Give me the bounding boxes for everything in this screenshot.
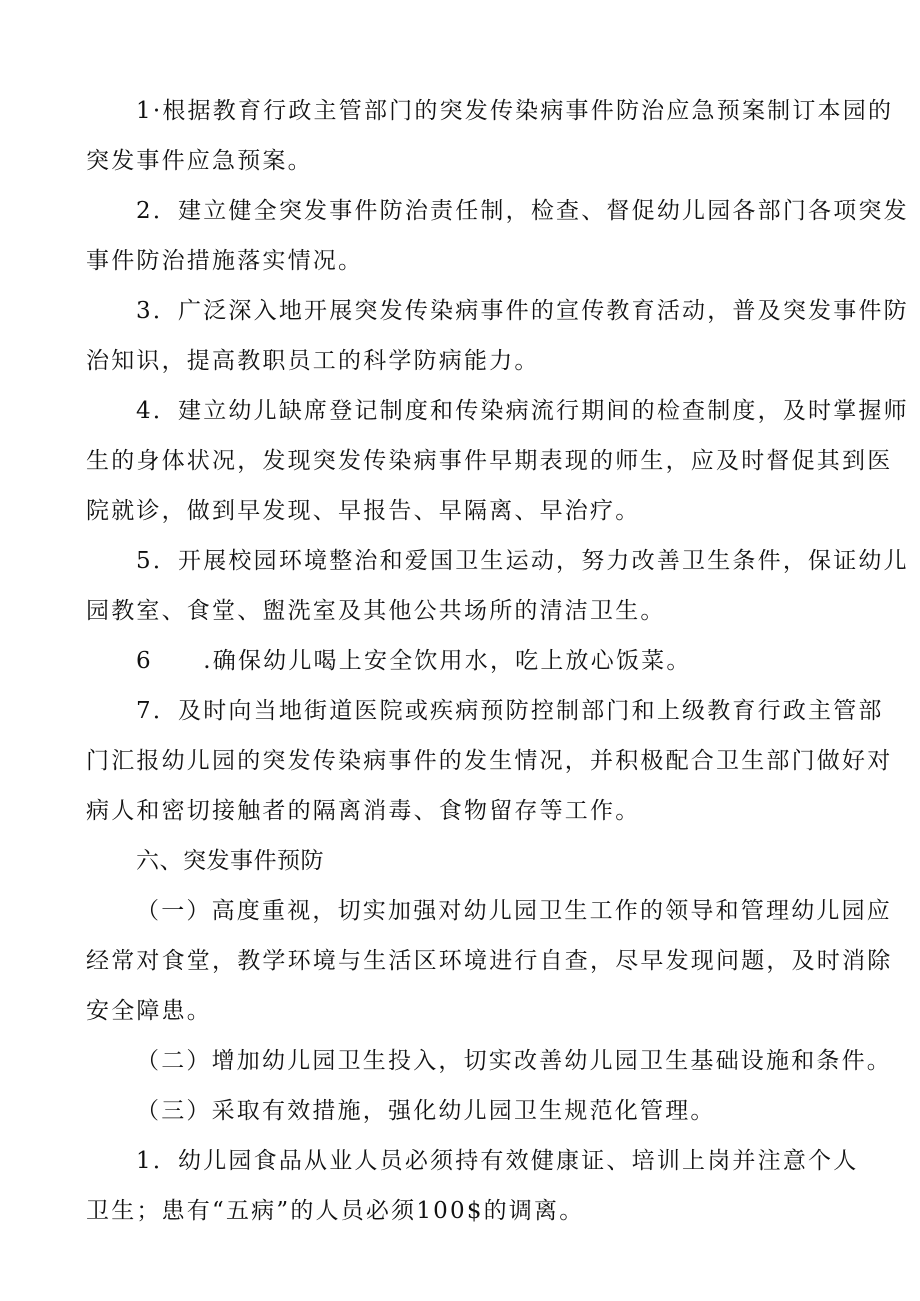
item-1-line-2: 突发事件应急预案。 (86, 148, 313, 174)
sub-item-1-line-1: 1．幼儿园食品从业人员必须持有效健康证、培训上岗并注意个人 (136, 1148, 859, 1174)
item-2-line-2: 事件防治措施落实情况。 (86, 248, 364, 274)
part-3-line-1: （三）采取有效措施，强化幼儿园卫生规范化管理。 (136, 1098, 716, 1124)
item-7-line-3: 病人和密切接触者的隔离消毒、食物留存等工作。 (86, 798, 641, 824)
part-2-line-1: （二）增加幼儿园卫生投入，切实改善幼儿园卫生基础设施和条件。 (136, 1048, 892, 1074)
item-4-line-1: 4．建立幼儿缺席登记制度和传染病流行期间的检查制度，及时掌握师 (136, 398, 909, 424)
item-7-line-1: 7．及时向当地街道医院或疾病预防控制部门和上级教育行政主管部 (136, 698, 884, 724)
section-heading: 六、突发事件预防 (136, 848, 324, 874)
item-3-line-1: 3．广泛深入地开展突发传染病事件的宣传教育活动，普及突发事件防 (136, 298, 909, 324)
item-5-line-2: 园教室、食堂、盥洗室及其他公共场所的清洁卫生。 (86, 598, 666, 624)
part-1-line-2: 经常对食堂，教学环境与生活区环境进行自查，尽早发现问题，及时消除 (86, 948, 893, 974)
item-4-line-3: 院就诊，做到早发现、早报告、早隔离、早治疗。 (86, 498, 641, 524)
part-1-line-3: 安全障患。 (86, 998, 212, 1024)
item-2-line-1: 2．建立健全突发事件防治责任制，检查、督促幼儿园各部门各项突发 (136, 198, 909, 224)
item-4-line-2: 生的身体状况，发现突发传染病事件早期表现的师生，应及时督促其到医 (86, 448, 893, 474)
item-7-line-2: 门汇报幼儿园的突发传染病事件的发生情况，并积极配合卫生部门做好对 (86, 748, 893, 774)
sub-item-1-line-2: 卫生；患有“五病”的人员必须100$的调离。 (86, 1198, 585, 1224)
item-6-line-1: 6 .确保幼儿喝上安全饮用水，吃上放心饭菜。 (136, 648, 692, 674)
part-1-line-1: （一）高度重视，切实加强对幼儿园卫生工作的领导和管理幼儿园应 (136, 898, 892, 924)
item-1-line-1: 1·根据教育行政主管部门的突发传染病事件防治应急预案制订本园的 (136, 98, 894, 124)
item-5-line-1: 5．开展校园环境整治和爱国卫生运动，努力改善卫生条件，保证幼儿 (136, 548, 909, 574)
item-3-line-2: 治知识，提高教职员工的科学防病能力。 (86, 348, 540, 374)
